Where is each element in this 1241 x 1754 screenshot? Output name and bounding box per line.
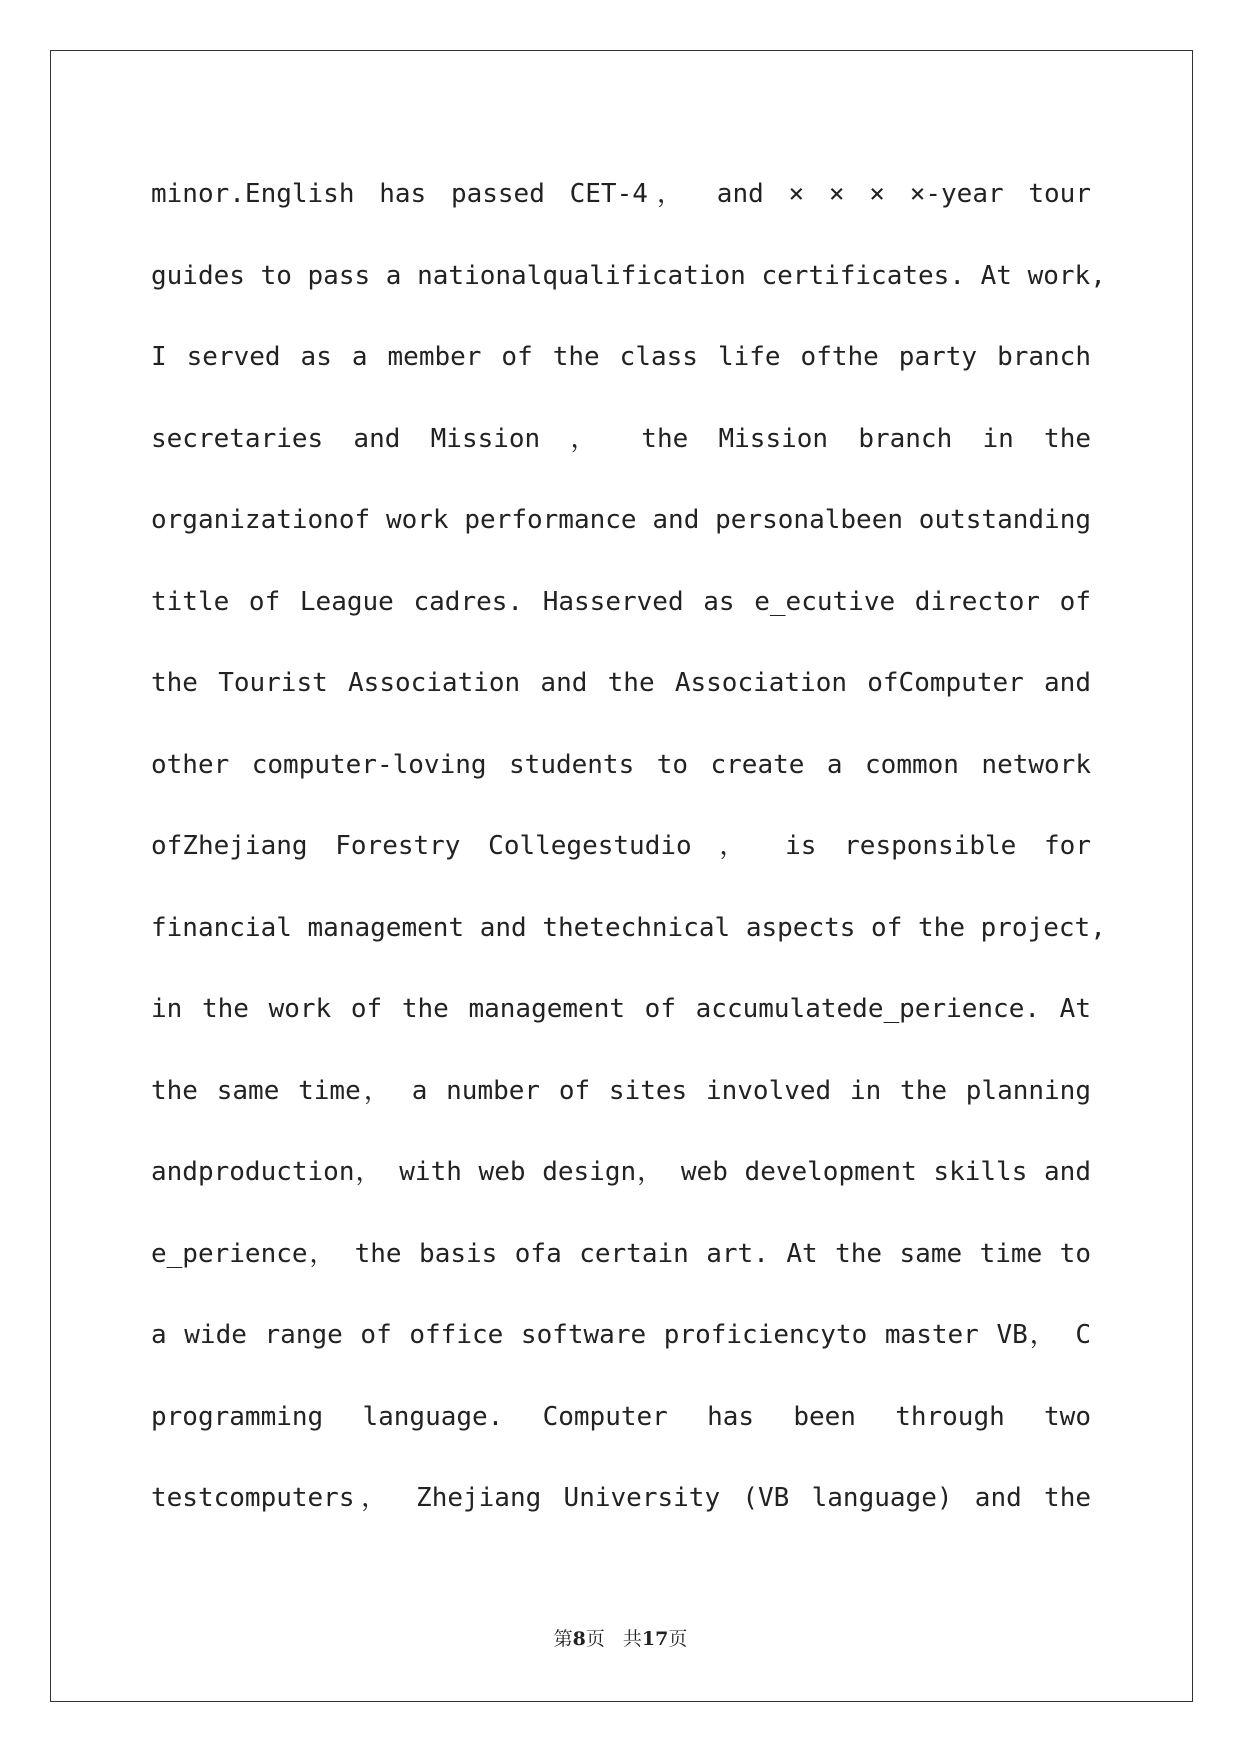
total-pages: 17 [641, 1628, 669, 1650]
total-suffix: 页 [668, 1628, 688, 1650]
text-line-1: minor.English has passed CET-4， and × × × ×-year tour [151, 179, 1091, 209]
text-line-12: the same time， a number of sites involved in the planning [151, 1075, 1091, 1106]
text-line-8: other computer-loving students to create a common network [151, 749, 1091, 780]
text-line-3: I served as a member of the class life ofthe party branch [151, 342, 1091, 372]
page-prefix: 第 [553, 1628, 573, 1650]
text-line-13: andproduction， with web design， web development skills and [151, 1157, 1091, 1187]
text-line-11: in the work of the management of accumulatede_perience. At [151, 994, 1091, 1024]
text-line-10: financial management and thetechnical aspects of the project, [151, 912, 1106, 943]
page-footer [0, 1624, 1241, 1651]
text-line-6: title of League cadres. Hasserved as e_ecutive director of [151, 586, 1091, 617]
page-suffix: 页 [585, 1628, 605, 1650]
text-line-4: secretaries and Mission ， the Mission branch in the [151, 423, 1091, 454]
text-line-5: organizationof work performance and personalbeen outstanding [151, 505, 1091, 535]
page-number: 8 [572, 1628, 586, 1650]
text-line-16: programming language. Computer has been through two [151, 1401, 1091, 1432]
document-body [151, 165, 1106, 1551]
text-line-2: guides to pass a nationalqualification certificates. At work, [151, 260, 1106, 291]
text-line-7: the Tourist Association and the Association ofComputer and [151, 668, 1091, 698]
text-line-14: e_perience， the basis ofa certain art. At the same time to [151, 1238, 1091, 1269]
total-prefix: 共 [622, 1628, 642, 1650]
text-line-9: ofZhejiang Forestry Collegestudio ， is responsible for [151, 831, 1091, 861]
text-line-15: a wide range of office software proficiencyto master VB， C [151, 1320, 1091, 1350]
text-line-17: testcomputers， Zhejiang University (VB language) and the [151, 1483, 1091, 1513]
